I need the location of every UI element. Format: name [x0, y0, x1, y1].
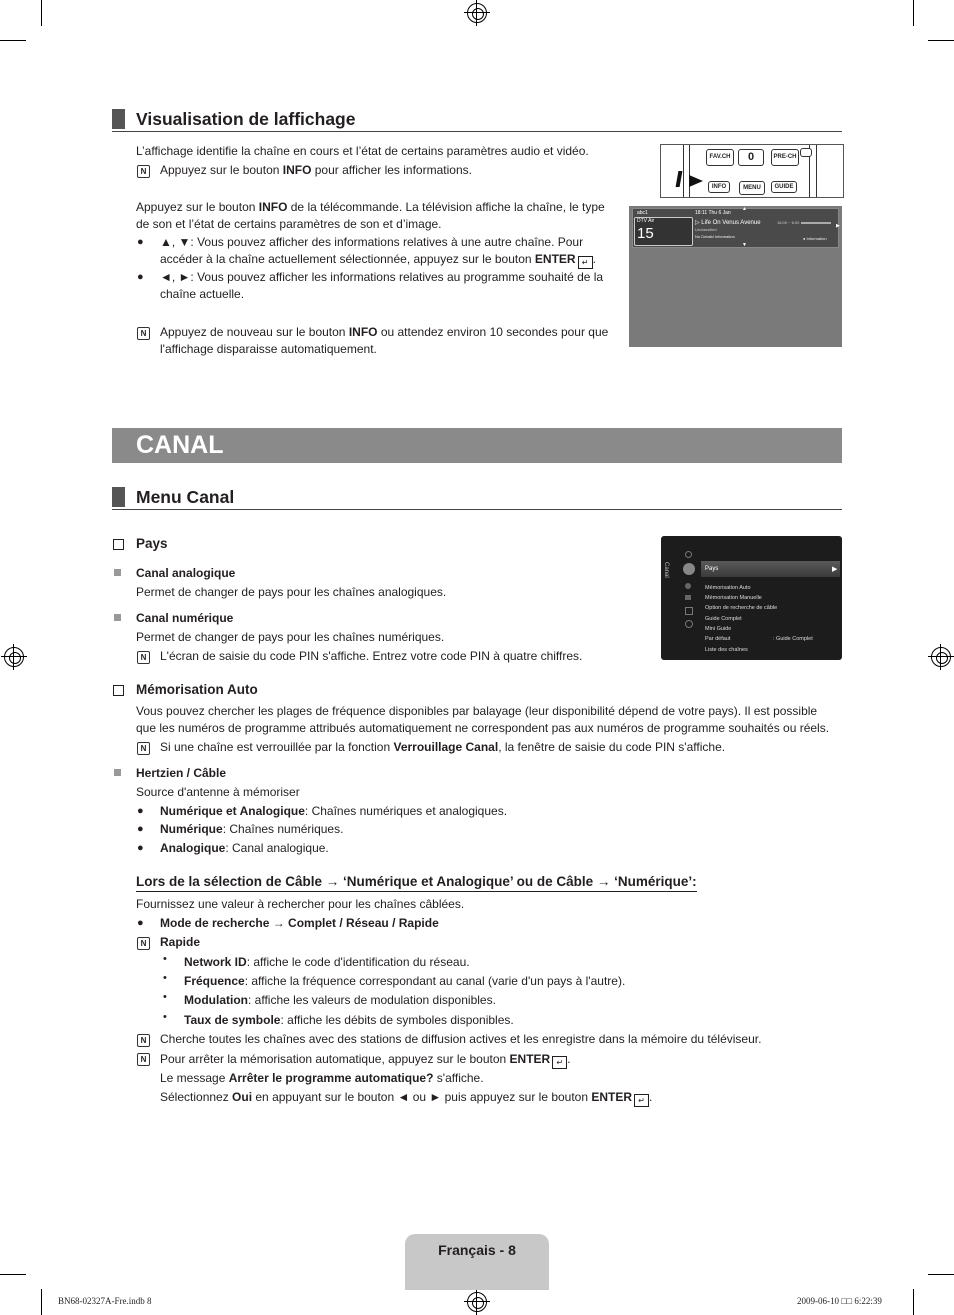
analog-desc: Permet de changer de pays pour les chaînes analogiques. [136, 585, 447, 599]
bullet-icon: ● [137, 917, 144, 929]
menu-item: Option de recherche de câble [705, 605, 778, 611]
mode-item: Mode de recherche → Complet / Réseau / Rapide [160, 916, 439, 930]
note-icon: N [137, 1034, 150, 1047]
bullet-icon: ● [137, 842, 144, 854]
crop-mark [913, 0, 914, 26]
network-id-item: Network ID: affiche le code d'identification du réseau. [184, 955, 470, 969]
num-desc: Permet de changer de pays pour les chaînes numériques. [136, 630, 445, 644]
bullet-icon: ● [137, 271, 144, 283]
information-label: ● Information [803, 236, 827, 241]
checkbox-icon [113, 539, 124, 550]
dot-bullet-icon: • [163, 1011, 167, 1023]
menu-item-pays: Pays [705, 566, 719, 572]
menu-icon [685, 551, 692, 558]
note-info: Appuyez sur le bouton INFO pour afficher les informations. [160, 163, 472, 177]
file-name: BN68-02327A-Fre.indb 8 [58, 1296, 152, 1306]
checkbox-icon [113, 685, 124, 696]
dot-bullet-icon: • [163, 972, 167, 984]
note-icon: N [137, 742, 150, 755]
program-title: ▷ Life On Venus Avenue [695, 220, 761, 226]
dot-bullet-icon: • [163, 953, 167, 965]
section-title: Menu Canal [136, 487, 235, 507]
menu-icon [685, 595, 691, 600]
menu-icon [683, 563, 695, 575]
menu-item: Liste des chaînes [705, 647, 748, 653]
note-icon: N [137, 651, 150, 664]
memo-line1: Vous pouvez chercher les plages de fréquence disponibles par balayage (leur disponibilité dépend de votre pays). Il est possible [136, 704, 818, 718]
hc-desc: Source d'antenne à mémoriser [136, 785, 300, 799]
menu-icon [685, 620, 693, 628]
source-label: DTV Air [637, 218, 655, 224]
search-note: Cherche toutes les chaînes avec des stations de diffusion actives et les enregistre dans la mémoire du téléviseur. [160, 1032, 762, 1046]
section-heading-visualisation [112, 109, 842, 132]
enter-icon: ↵ [552, 1056, 567, 1069]
detail-label: No Detaild Information [695, 234, 735, 239]
progress-bar [801, 222, 831, 224]
pre-ch-button: PRE-CH [771, 149, 799, 166]
heading-bar [112, 109, 125, 129]
menu-item: Mémorisation Manuelle [705, 595, 762, 601]
square-bullet-icon [114, 769, 121, 776]
analog-title: Canal analogique [136, 566, 236, 580]
num-title: Canal numérique [136, 611, 234, 625]
section-title: Visualisation de laffichage [136, 109, 356, 129]
pays-heading: Pays [136, 536, 168, 551]
crop-mark [0, 1274, 26, 1275]
chapter-title: CANAL [136, 431, 224, 459]
bullet-updown: ▲, ▼: Vous pouvez afficher des informations relatives à une autre chaîne. Pour accéder à la chaîne actuellement sélectionnée, appuyez sur le bouton ENTER ↵ . [160, 235, 596, 267]
crop-mark [913, 1289, 914, 1315]
menu-item: Mémorisation Auto [705, 585, 751, 591]
note-icon: N [137, 327, 150, 340]
dot-bullet-icon: • [163, 991, 167, 1003]
channel-name: abc1 [637, 210, 648, 216]
bullet-icon: ● [137, 823, 144, 835]
registration-mark-icon [4, 647, 24, 667]
bullet-icon: ● [137, 805, 144, 817]
menu-right-arrow-icon: ▶ [832, 566, 838, 573]
heading-bar [112, 487, 125, 507]
menu-icon [685, 583, 691, 589]
crop-mark [928, 1274, 954, 1275]
stop-note: Pour arrêter la mémorisation automatique, appuyez sur le bouton ENTER ↵ . Le message Arrêter le programme automatique? s'affiche. Sélectionnez Oui en appuyant sur le bouton ◄ ou ► puis appuyez sur le bouton ENTER ↵ . [160, 1052, 653, 1105]
info-paragraph: Appuyez sur le bouton INFO de la télécommande. La télévision affiche la chaîne, le type de son et l’état de certains paramètres de son et d’image. [136, 200, 605, 231]
a-item: Analogique: Canal analogique. [160, 841, 329, 855]
cable-heading: Lors de la sélection de Câble → ‘Numérique et Analogique’ ou de Câble → ‘Numérique’: [136, 873, 697, 892]
pin-note: L'écran de saisie du code PIN s'affiche. Entrez votre code PIN à quatre chiffres. [160, 649, 583, 663]
note-disappear: Appuyez de nouveau sur le bouton INFO ou attendez environ 10 secondes pour que l'affichage disparaisse automatiquement. [160, 325, 609, 356]
remote-illustration [660, 144, 844, 198]
fav-ch-button: FAV.CH [706, 149, 734, 166]
registration-mark-icon [931, 647, 951, 667]
pointer-arrow-icon [689, 175, 703, 187]
hc-title: Hertzien / Câble [136, 766, 227, 780]
bullet-icon: ● [137, 236, 144, 248]
canal-menu-screenshot [661, 536, 842, 660]
crop-mark [41, 1289, 42, 1315]
down-arrow-icon: ▼ [742, 242, 747, 248]
intro-text: L’affichage identifie la chaîne en cours et l’état de certains paramètres audio et vidéo. [136, 144, 589, 158]
modulation-item: Modulation: affiche les valeurs de modulation disponibles. [184, 993, 496, 1007]
up-arrow-icon: ▲ [742, 206, 747, 212]
crop-mark [928, 40, 954, 41]
note-icon: N [137, 937, 150, 950]
time-range: 18:00 ~ 6:00 [777, 220, 800, 225]
menu-item: Mini Guide [705, 626, 732, 632]
enter-icon: ↵ [578, 256, 593, 269]
registration-mark-icon [467, 1292, 487, 1312]
note-icon: N [137, 165, 150, 178]
lock-note: Si une chaîne est verrouillée par la fonction Verrouillage Canal, la fenêtre de saisie du code PIN s'affiche. [160, 740, 726, 754]
bullet-leftright: ◄, ►: Vous pouvez afficher les informations relatives au programme souhaité de la chaîne actuelle. [160, 270, 604, 301]
n-item: Numérique: Chaînes numériques. [160, 822, 344, 836]
menu-item: Guide Complet [705, 616, 742, 622]
print-date: 2009-06-10 □□ 6:22:39 [797, 1296, 882, 1306]
cable-desc: Fournissez une valeur à rechercher pour les chaînes câblées. [136, 897, 465, 911]
menu-highlight [701, 561, 840, 577]
note-icon: N [137, 1053, 150, 1066]
zero-button: 0 [738, 149, 764, 166]
square-bullet-icon [114, 614, 121, 621]
menu-side-label: Canal [663, 562, 669, 578]
memo-line2: que les numéros de programme attribués automatiquement ne correspondent pas aux numéros de programme souhaités ou réels. [136, 721, 830, 735]
small-icon [800, 148, 812, 157]
menu-icon [685, 607, 693, 615]
enter-icon: ↵ [634, 1094, 649, 1107]
frequence-item: Fréquence: affiche la fréquence correspondant au canal (varie d'un pays à l'autre). [184, 974, 626, 988]
rapide-label: Rapide [160, 935, 201, 949]
right-arrow-icon: ▶ [836, 223, 840, 229]
section-heading-menu-canal [112, 487, 842, 510]
info-display-screenshot [629, 206, 842, 347]
na-item: Numérique et Analogique: Chaînes numériques et analogiques. [160, 804, 508, 818]
crop-mark [0, 40, 26, 41]
guide-button: GUIDE [771, 181, 797, 193]
chapter-banner [112, 428, 842, 463]
taux-item: Taux de symbole: affiche les débits de symboles disponibles. [184, 1013, 514, 1027]
channel-number: 15 [637, 225, 654, 242]
crop-mark [41, 0, 42, 26]
square-bullet-icon [114, 569, 121, 576]
datetime: 18:11 Thu 6 Jan [695, 210, 731, 216]
menu-button: MENU [739, 181, 765, 195]
registration-mark-icon [467, 3, 487, 23]
info-button: INFO [708, 181, 730, 193]
menu-item-value: : Guide Complet [773, 636, 813, 642]
memo-heading: Mémorisation Auto [136, 682, 258, 697]
page-number: Français - 8 [438, 1242, 516, 1258]
page-number-tab [405, 1234, 549, 1290]
menu-item: Par défaut [705, 636, 731, 642]
unclassified-label: Unclassified [695, 227, 717, 232]
